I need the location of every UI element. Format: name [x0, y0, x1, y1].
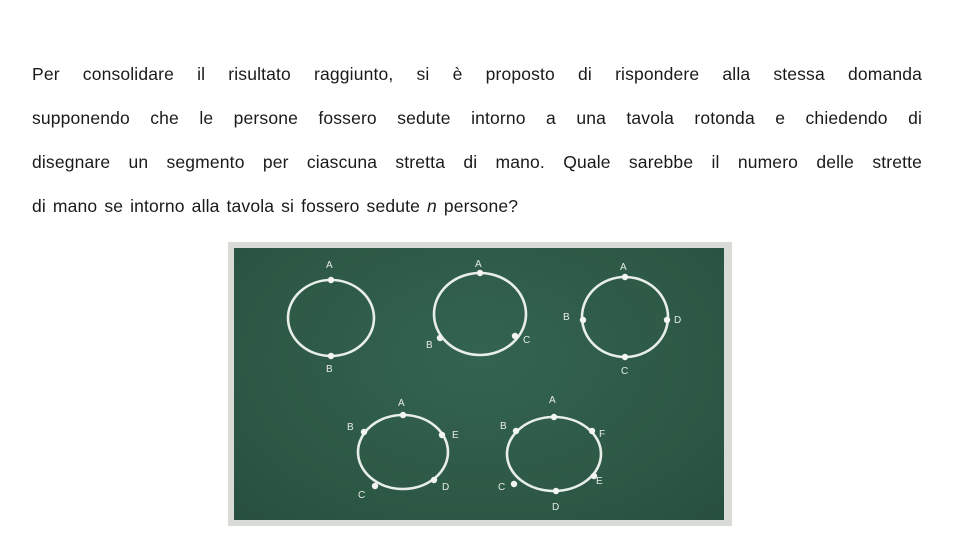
seat-label: D: [674, 315, 682, 326]
seat-label: E: [596, 476, 603, 487]
table-circle-5: [507, 417, 601, 491]
seat-point: [372, 483, 378, 489]
seat-label: A: [398, 398, 405, 409]
line-4-text-end: persone?: [436, 196, 519, 216]
seat-point: [328, 277, 334, 283]
paragraph-line-1: Per consolidare il risultato raggiunto, si è proposto di rispondere alla stessa domanda: [32, 64, 922, 84]
seat-label: D: [442, 482, 450, 493]
seat-point: [664, 317, 670, 323]
seat-point: [361, 429, 367, 435]
seat-label: F: [599, 429, 606, 440]
seat-label: A: [475, 259, 482, 270]
seat-point: [580, 317, 586, 323]
seat-label: B: [326, 364, 333, 375]
line-4-text-start: di mano se intorno alla tavola si fossero sedute: [32, 196, 428, 216]
table-circle-3: [582, 277, 668, 357]
seat-point: [513, 428, 519, 434]
seat-point: [431, 477, 437, 483]
seat-point: [400, 412, 406, 418]
seat-point: [622, 354, 628, 360]
seat-point: [328, 353, 334, 359]
seat-label: A: [620, 262, 627, 273]
seat-point: [512, 333, 518, 339]
seat-point: [589, 428, 595, 434]
seat-point: [553, 488, 559, 494]
question-paragraph: [32, 52, 922, 228]
variable-n: n: [427, 196, 437, 216]
seat-label: C: [358, 490, 366, 501]
seat-label: B: [426, 340, 433, 351]
seat-point: [622, 274, 628, 280]
seat-label: B: [500, 421, 507, 432]
seat-label: A: [549, 395, 556, 406]
seat-point: [477, 270, 483, 276]
chalkboard-photo: [234, 248, 724, 520]
table-circle-1: [288, 280, 374, 356]
paragraph-line-2: supponendo che le persone fossero sedute intorno a una tavola rotonda e chiedendo di: [32, 108, 922, 128]
seat-label: A: [326, 260, 333, 271]
seat-label: B: [347, 422, 354, 433]
seat-point: [511, 481, 517, 487]
seat-label: D: [552, 502, 560, 513]
chalkboard-drawing: [234, 248, 724, 520]
seat-label: B: [563, 312, 570, 323]
seat-label: E: [452, 430, 459, 441]
paragraph-line-3: disegnare un segmento per ciascuna stretta di mano. Quale sarebbe il numero delle strette: [32, 152, 922, 172]
seat-label: C: [621, 366, 629, 377]
paragraph-line-4: [32, 184, 922, 228]
table-circle-2: [434, 273, 526, 355]
seat-point: [551, 414, 557, 420]
seat-point: [437, 335, 443, 341]
seat-point: [439, 432, 445, 438]
seat-label: C: [523, 335, 531, 346]
seat-label: C: [498, 482, 506, 493]
